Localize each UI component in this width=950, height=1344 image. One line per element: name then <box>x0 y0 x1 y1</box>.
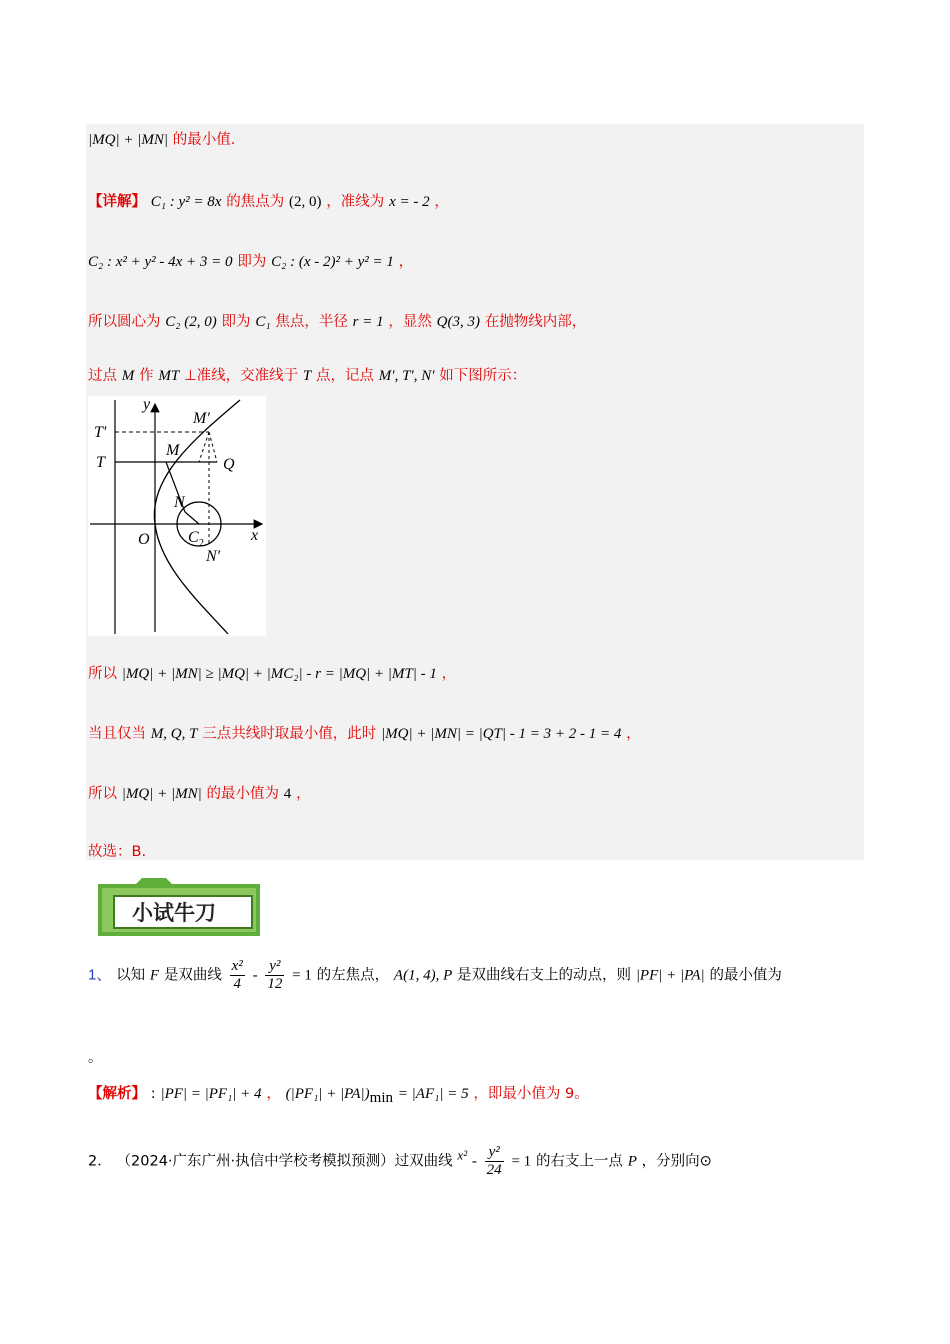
section-banner <box>96 876 262 938</box>
text: 如下图所示： <box>439 368 527 384</box>
math-expression: |MQ| + |MN| <box>88 132 168 148</box>
detail-label: 【详解】 <box>88 194 146 210</box>
text: 即为 <box>237 254 267 270</box>
label-c2-sub: 2 <box>199 538 204 549</box>
math-expression: |MQ| + |MN| = |QT| - 1 = 3 + 2 - 1 = 4 <box>381 726 622 742</box>
math-expression: |MQ| + |MN| <box>121 786 202 802</box>
problem-number: 1、 <box>88 966 112 984</box>
text: （2024·广东广州·执信中学校考模拟预测）过双曲线 <box>116 1153 453 1170</box>
text: ， <box>441 666 457 682</box>
math-expression: C₂ : x² + y² - 4x + 3 = 0 <box>88 254 233 270</box>
line-4 <box>88 310 586 331</box>
math-expression: M, Q, T <box>150 726 198 742</box>
line-8 <box>88 782 311 803</box>
problem-1-end <box>88 1046 103 1067</box>
text: 过点 <box>88 368 117 384</box>
parabola-curve <box>154 400 240 634</box>
line-7 <box>88 722 641 743</box>
equals: = 1 <box>511 1153 532 1170</box>
text: 作 <box>139 368 154 384</box>
math-expression: |MQ| + |MN| ≥ |MQ| + |MC₂| - r = |MQ| + |MT| - 1 <box>121 666 437 682</box>
text: 是双曲线 <box>163 967 222 984</box>
text: ，即最小值为 9。 <box>473 1086 589 1102</box>
math-expression: C₂ (2, 0) <box>165 314 217 330</box>
math-expression: C₁ <box>255 314 271 330</box>
text: ， <box>626 726 641 742</box>
fraction-denominator: 4 <box>230 975 245 993</box>
line-2 <box>88 190 449 211</box>
math-expression: M <box>121 368 135 384</box>
fraction <box>265 958 284 993</box>
colon: : <box>150 1086 156 1102</box>
problem-number: 2． <box>88 1153 112 1170</box>
solution-label: 【解析】 <box>88 1086 146 1102</box>
text: 的左焦点， <box>316 967 390 984</box>
math-expression: 4 <box>283 786 292 802</box>
label-y: y <box>143 396 151 413</box>
label-o: O <box>138 531 150 548</box>
text: 所以圆心为 <box>88 314 161 330</box>
text: ，显然 <box>388 314 432 330</box>
text: 即为 <box>221 314 251 330</box>
label-q: Q <box>223 456 235 473</box>
line-6 <box>88 662 456 683</box>
nc2-segment <box>185 512 199 524</box>
fraction-numerator: x² <box>231 958 243 974</box>
math-expression: C₁ : y² = 8x <box>150 194 222 210</box>
text: 所以 <box>88 786 117 802</box>
line-9 <box>88 840 146 861</box>
text: 所以 <box>88 666 117 682</box>
label-x: x <box>251 527 259 544</box>
text: ⊥准线，交准线于 <box>183 368 299 384</box>
label-t-prime: T′ <box>94 424 107 441</box>
m-prime-diag-dashed <box>199 432 209 462</box>
m-prime-q-dashed <box>209 432 217 462</box>
label-n-prime: N′ <box>206 548 221 565</box>
text: 当且仅当 <box>88 726 146 742</box>
banner-title: 小试牛刀 <box>132 901 216 925</box>
text: ， <box>434 194 449 210</box>
math-expression: A(1, 4), P <box>393 967 453 984</box>
text: ， <box>398 254 414 270</box>
math-expression: C₂ : (x - 2)² + y² = 1 <box>271 254 394 270</box>
comma: ， <box>266 1086 281 1102</box>
label-c2: C <box>188 529 199 546</box>
text: 在抛物线内部， <box>484 314 587 330</box>
math-expression: F <box>149 967 160 984</box>
text: ，准线为 <box>326 194 385 210</box>
minus-sign: - <box>471 1153 477 1170</box>
text: 是双曲线右支上的动点，则 <box>457 967 632 984</box>
fraction <box>485 1144 504 1179</box>
text: 的最小值为 <box>206 786 280 802</box>
text: 的右支上一点 <box>535 1153 623 1170</box>
figure-svg <box>88 396 266 636</box>
text: 焦点，半径 <box>275 314 348 330</box>
answer-text: 故选：B. <box>88 844 147 860</box>
math-expression: |PF| + |PA| <box>635 967 705 984</box>
banner-svg <box>96 876 262 938</box>
text: 的焦点为 <box>226 194 285 210</box>
min-subscript: min <box>369 1090 394 1106</box>
label-t: T <box>96 454 105 471</box>
math-expression: MT <box>158 368 180 384</box>
problem-1 <box>88 958 782 993</box>
label-n: N <box>174 494 185 511</box>
fraction <box>230 958 245 993</box>
fraction-denominator: 12 <box>267 976 283 992</box>
math-expression: P <box>627 1153 637 1170</box>
text: 以知 <box>116 967 146 984</box>
math-expression: (2, 0) <box>289 194 322 210</box>
label-m-prime: M′ <box>193 410 210 427</box>
label-m: M <box>166 442 180 459</box>
text: 点，记点 <box>316 368 375 384</box>
fraction-numerator: y² <box>488 1144 500 1160</box>
minus-sign: - <box>252 967 258 984</box>
math-expression: x² <box>457 1147 468 1163</box>
line-5 <box>88 364 526 385</box>
parabola-figure <box>88 396 266 636</box>
text: ， <box>296 786 311 802</box>
text: 的最小值. <box>172 132 236 148</box>
blank-end: 。 <box>88 1050 103 1066</box>
text: ，分别向⊙ <box>641 1153 712 1170</box>
math-expression: (|PF₁| + |PA|) <box>285 1086 370 1102</box>
math-expression: x = - 2 <box>389 194 430 210</box>
equals: = 1 <box>292 967 312 984</box>
line-1 <box>88 128 235 149</box>
line-3 <box>88 250 413 271</box>
math-expression: Q(3, 3) <box>436 314 480 330</box>
math-expression: = |AF₁| = 5 <box>397 1086 469 1102</box>
math-expression: |PF| = |PF₁| + 4 <box>160 1086 262 1102</box>
text: 的最小值为 <box>709 967 782 984</box>
math-expression: M′, T′, N′ <box>378 368 435 384</box>
fraction-denominator: 24 <box>486 1162 502 1178</box>
text: 三点共线时取最小值，此时 <box>202 726 377 742</box>
math-expression: r = 1 <box>352 314 384 330</box>
math-expression: T <box>302 368 312 384</box>
problem-2 <box>88 1144 712 1179</box>
fraction-numerator: y² <box>269 958 281 974</box>
solution-1 <box>88 1082 589 1107</box>
